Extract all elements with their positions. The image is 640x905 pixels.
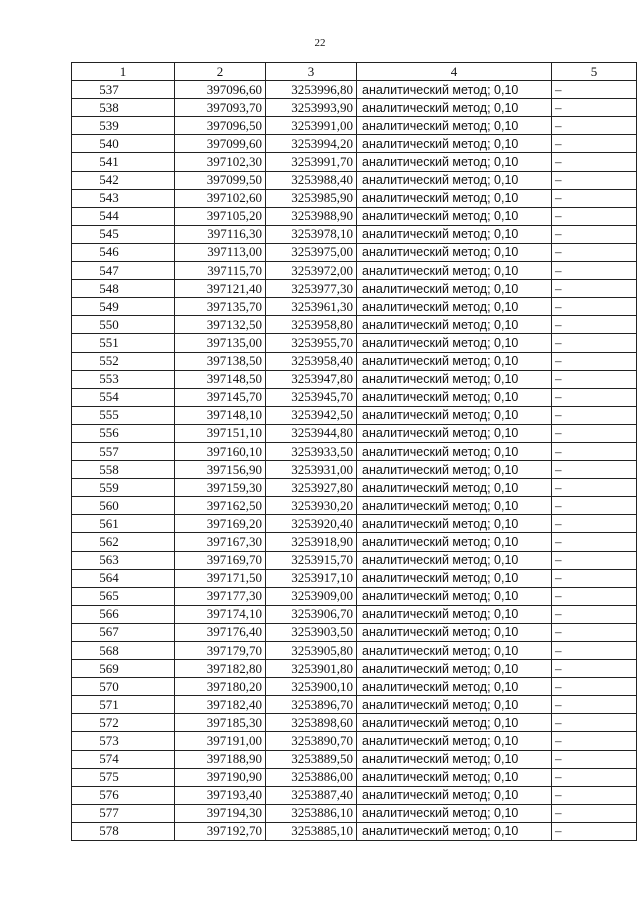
x-coordinate-cell: 397135,00: [175, 334, 266, 352]
y-coordinate-cell: 3253896,70: [266, 696, 357, 714]
x-coordinate-cell: 397182,80: [175, 660, 266, 678]
y-coordinate-cell: 3253887,40: [266, 786, 357, 804]
point-number-cell: 573: [72, 732, 175, 750]
point-number-cell: 537: [72, 81, 175, 99]
table-row: [72, 135, 637, 153]
point-number-cell: 559: [72, 479, 175, 497]
point-number-cell: 543: [72, 189, 175, 207]
y-coordinate-cell: 3253988,40: [266, 171, 357, 189]
y-coordinate-cell: 3253903,50: [266, 623, 357, 641]
table-row: [72, 714, 637, 732]
x-coordinate-cell: 397174,10: [175, 605, 266, 623]
method-accuracy-cell: аналитический метод; 0,10: [357, 678, 552, 696]
table-row: [72, 696, 637, 714]
method-accuracy-cell: аналитический метод; 0,10: [357, 660, 552, 678]
note-cell: –: [552, 207, 637, 225]
method-accuracy-cell: аналитический метод; 0,10: [357, 497, 552, 515]
column-header-5: 5: [552, 63, 637, 81]
x-coordinate-cell: 397135,70: [175, 298, 266, 316]
method-accuracy-cell: аналитический метод; 0,10: [357, 587, 552, 605]
point-number-cell: 538: [72, 99, 175, 117]
table-row: [72, 207, 637, 225]
method-accuracy-cell: аналитический метод; 0,10: [357, 569, 552, 587]
table-row: [72, 786, 637, 804]
point-number-cell: 571: [72, 696, 175, 714]
table-row: [72, 804, 637, 822]
point-number-cell: 548: [72, 280, 175, 298]
y-coordinate-cell: 3253975,00: [266, 243, 357, 261]
x-coordinate-cell: 397121,40: [175, 280, 266, 298]
note-cell: –: [552, 334, 637, 352]
y-coordinate-cell: 3253972,00: [266, 262, 357, 280]
note-cell: –: [552, 171, 637, 189]
y-coordinate-cell: 3253900,10: [266, 678, 357, 696]
note-cell: –: [552, 81, 637, 99]
method-accuracy-cell: аналитический метод; 0,10: [357, 370, 552, 388]
x-coordinate-cell: 397191,00: [175, 732, 266, 750]
point-number-cell: 569: [72, 660, 175, 678]
point-number-cell: 550: [72, 316, 175, 334]
x-coordinate-cell: 397096,50: [175, 117, 266, 135]
note-cell: –: [552, 678, 637, 696]
table-row: [72, 732, 637, 750]
table-row: [72, 587, 637, 605]
x-coordinate-cell: 397179,70: [175, 642, 266, 660]
table-row: [72, 171, 637, 189]
note-cell: –: [552, 280, 637, 298]
note-cell: –: [552, 298, 637, 316]
method-accuracy-cell: аналитический метод; 0,10: [357, 316, 552, 334]
y-coordinate-cell: 3253978,10: [266, 225, 357, 243]
point-number-cell: 578: [72, 822, 175, 840]
table-row: [72, 479, 637, 497]
y-coordinate-cell: 3253988,90: [266, 207, 357, 225]
x-coordinate-cell: 397177,30: [175, 587, 266, 605]
y-coordinate-cell: 3253958,80: [266, 316, 357, 334]
x-coordinate-cell: 397182,40: [175, 696, 266, 714]
column-header-4: 4: [357, 63, 552, 81]
page-number: 22: [314, 37, 326, 49]
point-number-cell: 554: [72, 388, 175, 406]
x-coordinate-cell: 397156,90: [175, 461, 266, 479]
method-accuracy-cell: аналитический метод; 0,10: [357, 352, 552, 370]
point-number-cell: 563: [72, 551, 175, 569]
y-coordinate-cell: 3253898,60: [266, 714, 357, 732]
x-coordinate-cell: 397145,70: [175, 388, 266, 406]
x-coordinate-cell: 397180,20: [175, 678, 266, 696]
column-header-2: 2: [175, 63, 266, 81]
point-number-cell: 547: [72, 262, 175, 280]
method-accuracy-cell: аналитический метод; 0,10: [357, 479, 552, 497]
x-coordinate-cell: 397115,70: [175, 262, 266, 280]
note-cell: –: [552, 388, 637, 406]
table-row: [72, 424, 637, 442]
method-accuracy-cell: аналитический метод; 0,10: [357, 642, 552, 660]
table-row: [72, 605, 637, 623]
note-cell: –: [552, 551, 637, 569]
method-accuracy-cell: аналитический метод; 0,10: [357, 135, 552, 153]
y-coordinate-cell: 3253918,90: [266, 533, 357, 551]
point-number-cell: 541: [72, 153, 175, 171]
method-accuracy-cell: аналитический метод; 0,10: [357, 696, 552, 714]
method-accuracy-cell: аналитический метод; 0,10: [357, 461, 552, 479]
point-number-cell: 562: [72, 533, 175, 551]
method-accuracy-cell: аналитический метод; 0,10: [357, 750, 552, 768]
column-header-3: 3: [266, 63, 357, 81]
point-number-cell: 565: [72, 587, 175, 605]
method-accuracy-cell: аналитический метод; 0,10: [357, 334, 552, 352]
method-accuracy-cell: аналитический метод; 0,10: [357, 225, 552, 243]
point-number-cell: 568: [72, 642, 175, 660]
point-number-cell: 556: [72, 424, 175, 442]
y-coordinate-cell: 3253886,10: [266, 804, 357, 822]
note-cell: –: [552, 189, 637, 207]
point-number-cell: 576: [72, 786, 175, 804]
point-number-cell: 570: [72, 678, 175, 696]
x-coordinate-cell: 397102,60: [175, 189, 266, 207]
y-coordinate-cell: 3253915,70: [266, 551, 357, 569]
coordinates-table: [71, 62, 637, 841]
note-cell: –: [552, 135, 637, 153]
x-coordinate-cell: 397099,60: [175, 135, 266, 153]
note-cell: –: [552, 262, 637, 280]
x-coordinate-cell: 397151,10: [175, 424, 266, 442]
y-coordinate-cell: 3253905,80: [266, 642, 357, 660]
y-coordinate-cell: 3253901,80: [266, 660, 357, 678]
x-coordinate-cell: 397132,50: [175, 316, 266, 334]
x-coordinate-cell: 397105,20: [175, 207, 266, 225]
y-coordinate-cell: 3253955,70: [266, 334, 357, 352]
note-cell: –: [552, 370, 637, 388]
y-coordinate-cell: 3253944,80: [266, 424, 357, 442]
y-coordinate-cell: 3253991,00: [266, 117, 357, 135]
note-cell: –: [552, 479, 637, 497]
method-accuracy-cell: аналитический метод; 0,10: [357, 171, 552, 189]
note-cell: –: [552, 623, 637, 641]
x-coordinate-cell: 397176,40: [175, 623, 266, 641]
method-accuracy-cell: аналитический метод; 0,10: [357, 406, 552, 424]
table-row: [72, 280, 637, 298]
y-coordinate-cell: 3253927,80: [266, 479, 357, 497]
point-number-cell: 539: [72, 117, 175, 135]
table-row: [72, 298, 637, 316]
y-coordinate-cell: 3253945,70: [266, 388, 357, 406]
method-accuracy-cell: аналитический метод; 0,10: [357, 298, 552, 316]
method-accuracy-cell: аналитический метод; 0,10: [357, 714, 552, 732]
note-cell: –: [552, 714, 637, 732]
x-coordinate-cell: 397167,30: [175, 533, 266, 551]
point-number-cell: 546: [72, 243, 175, 261]
y-coordinate-cell: 3253961,30: [266, 298, 357, 316]
point-number-cell: 560: [72, 497, 175, 515]
method-accuracy-cell: аналитический метод; 0,10: [357, 605, 552, 623]
table-row: [72, 262, 637, 280]
method-accuracy-cell: аналитический метод; 0,10: [357, 822, 552, 840]
y-coordinate-cell: 3253996,80: [266, 81, 357, 99]
table-row: [72, 569, 637, 587]
note-cell: –: [552, 153, 637, 171]
note-cell: –: [552, 424, 637, 442]
x-coordinate-cell: 397096,60: [175, 81, 266, 99]
y-coordinate-cell: 3253909,00: [266, 587, 357, 605]
point-number-cell: 551: [72, 334, 175, 352]
method-accuracy-cell: аналитический метод; 0,10: [357, 551, 552, 569]
point-number-cell: 555: [72, 406, 175, 424]
x-coordinate-cell: 397169,20: [175, 515, 266, 533]
table-body: [72, 81, 637, 841]
point-number-cell: 549: [72, 298, 175, 316]
table-row: [72, 243, 637, 261]
point-number-cell: 553: [72, 370, 175, 388]
table-row: [72, 442, 637, 460]
table-row: [72, 81, 637, 99]
note-cell: –: [552, 515, 637, 533]
note-cell: –: [552, 804, 637, 822]
y-coordinate-cell: 3253985,90: [266, 189, 357, 207]
method-accuracy-cell: аналитический метод; 0,10: [357, 81, 552, 99]
method-accuracy-cell: аналитический метод; 0,10: [357, 388, 552, 406]
x-coordinate-cell: 397169,70: [175, 551, 266, 569]
method-accuracy-cell: аналитический метод; 0,10: [357, 280, 552, 298]
x-coordinate-cell: 397194,30: [175, 804, 266, 822]
note-cell: –: [552, 99, 637, 117]
method-accuracy-cell: аналитический метод; 0,10: [357, 153, 552, 171]
table-row: [72, 352, 637, 370]
x-coordinate-cell: 397171,50: [175, 569, 266, 587]
point-number-cell: 544: [72, 207, 175, 225]
table-row: [72, 334, 637, 352]
note-cell: –: [552, 569, 637, 587]
point-number-cell: 575: [72, 768, 175, 786]
y-coordinate-cell: 3253885,10: [266, 822, 357, 840]
method-accuracy-cell: аналитический метод; 0,10: [357, 804, 552, 822]
table-row: [72, 515, 637, 533]
y-coordinate-cell: 3253920,40: [266, 515, 357, 533]
note-cell: –: [552, 533, 637, 551]
note-cell: –: [552, 406, 637, 424]
x-coordinate-cell: 397113,00: [175, 243, 266, 261]
x-coordinate-cell: 397159,30: [175, 479, 266, 497]
x-coordinate-cell: 397099,50: [175, 171, 266, 189]
table-row: [72, 497, 637, 515]
y-coordinate-cell: 3253994,20: [266, 135, 357, 153]
note-cell: –: [552, 587, 637, 605]
note-cell: –: [552, 696, 637, 714]
y-coordinate-cell: 3253933,50: [266, 442, 357, 460]
note-cell: –: [552, 660, 637, 678]
table-row: [72, 99, 637, 117]
method-accuracy-cell: аналитический метод; 0,10: [357, 623, 552, 641]
y-coordinate-cell: 3253906,70: [266, 605, 357, 623]
point-number-cell: 552: [72, 352, 175, 370]
method-accuracy-cell: аналитический метод; 0,10: [357, 768, 552, 786]
x-coordinate-cell: 397102,30: [175, 153, 266, 171]
table-row: [72, 117, 637, 135]
y-coordinate-cell: 3253889,50: [266, 750, 357, 768]
point-number-cell: 545: [72, 225, 175, 243]
method-accuracy-cell: аналитический метод; 0,10: [357, 189, 552, 207]
table-row: [72, 750, 637, 768]
y-coordinate-cell: 3253991,70: [266, 153, 357, 171]
note-cell: –: [552, 316, 637, 334]
note-cell: –: [552, 822, 637, 840]
table-row: [72, 189, 637, 207]
y-coordinate-cell: 3253993,90: [266, 99, 357, 117]
y-coordinate-cell: 3253958,40: [266, 352, 357, 370]
x-coordinate-cell: 397148,50: [175, 370, 266, 388]
method-accuracy-cell: аналитический метод; 0,10: [357, 117, 552, 135]
method-accuracy-cell: аналитический метод; 0,10: [357, 442, 552, 460]
point-number-cell: 564: [72, 569, 175, 587]
x-coordinate-cell: 397116,30: [175, 225, 266, 243]
point-number-cell: 561: [72, 515, 175, 533]
table-row: [72, 822, 637, 840]
point-number-cell: 566: [72, 605, 175, 623]
table-row: [72, 551, 637, 569]
table-row: [72, 153, 637, 171]
table-row: [72, 533, 637, 551]
table-header-row: [72, 63, 637, 81]
y-coordinate-cell: 3253942,50: [266, 406, 357, 424]
y-coordinate-cell: 3253917,10: [266, 569, 357, 587]
table-row: [72, 678, 637, 696]
method-accuracy-cell: аналитический метод; 0,10: [357, 515, 552, 533]
x-coordinate-cell: 397185,30: [175, 714, 266, 732]
x-coordinate-cell: 397138,50: [175, 352, 266, 370]
table-row: [72, 370, 637, 388]
x-coordinate-cell: 397188,90: [175, 750, 266, 768]
note-cell: –: [552, 117, 637, 135]
note-cell: –: [552, 605, 637, 623]
note-cell: –: [552, 732, 637, 750]
y-coordinate-cell: 3253977,30: [266, 280, 357, 298]
point-number-cell: 572: [72, 714, 175, 732]
point-number-cell: 574: [72, 750, 175, 768]
y-coordinate-cell: 3253890,70: [266, 732, 357, 750]
note-cell: –: [552, 786, 637, 804]
method-accuracy-cell: аналитический метод; 0,10: [357, 732, 552, 750]
note-cell: –: [552, 750, 637, 768]
table-row: [72, 225, 637, 243]
table-row: [72, 660, 637, 678]
table-row: [72, 406, 637, 424]
method-accuracy-cell: аналитический метод; 0,10: [357, 262, 552, 280]
note-cell: –: [552, 243, 637, 261]
note-cell: –: [552, 442, 637, 460]
note-cell: –: [552, 768, 637, 786]
y-coordinate-cell: 3253930,20: [266, 497, 357, 515]
table-row: [72, 623, 637, 641]
point-number-cell: 577: [72, 804, 175, 822]
x-coordinate-cell: 397148,10: [175, 406, 266, 424]
y-coordinate-cell: 3253886,00: [266, 768, 357, 786]
y-coordinate-cell: 3253931,00: [266, 461, 357, 479]
x-coordinate-cell: 397093,70: [175, 99, 266, 117]
point-number-cell: 542: [72, 171, 175, 189]
method-accuracy-cell: аналитический метод; 0,10: [357, 207, 552, 225]
note-cell: –: [552, 497, 637, 515]
table-row: [72, 461, 637, 479]
note-cell: –: [552, 352, 637, 370]
method-accuracy-cell: аналитический метод; 0,10: [357, 533, 552, 551]
x-coordinate-cell: 397162,50: [175, 497, 266, 515]
table-row: [72, 642, 637, 660]
x-coordinate-cell: 397160,10: [175, 442, 266, 460]
method-accuracy-cell: аналитический метод; 0,10: [357, 424, 552, 442]
method-accuracy-cell: аналитический метод; 0,10: [357, 99, 552, 117]
x-coordinate-cell: 397190,90: [175, 768, 266, 786]
table-row: [72, 768, 637, 786]
table-row: [72, 388, 637, 406]
column-header-1: 1: [72, 63, 175, 81]
note-cell: –: [552, 225, 637, 243]
x-coordinate-cell: 397193,40: [175, 786, 266, 804]
method-accuracy-cell: аналитический метод; 0,10: [357, 786, 552, 804]
note-cell: –: [552, 461, 637, 479]
table-row: [72, 316, 637, 334]
point-number-cell: 567: [72, 623, 175, 641]
y-coordinate-cell: 3253947,80: [266, 370, 357, 388]
method-accuracy-cell: аналитический метод; 0,10: [357, 243, 552, 261]
point-number-cell: 558: [72, 461, 175, 479]
point-number-cell: 540: [72, 135, 175, 153]
point-number-cell: 557: [72, 442, 175, 460]
note-cell: –: [552, 642, 637, 660]
x-coordinate-cell: 397192,70: [175, 822, 266, 840]
